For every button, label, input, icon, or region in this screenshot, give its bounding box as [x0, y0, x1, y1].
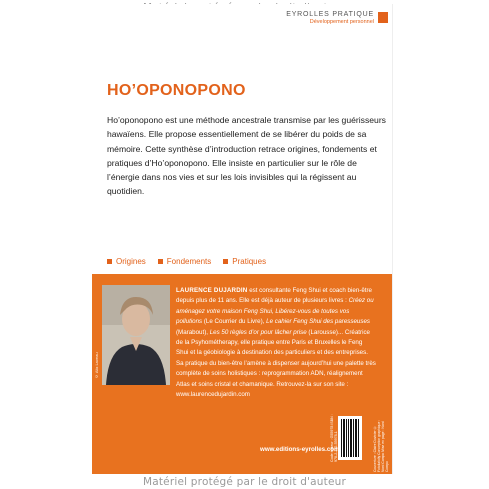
barcode-icon	[338, 416, 362, 460]
bullet-square-icon	[158, 259, 163, 264]
author-book-title: Créez ou aménagez votre maison Feng Shui, Libérez-vous de toutes vos pollutions	[176, 297, 374, 326]
book-back-cover	[92, 4, 393, 474]
topic-label: Pratiques	[232, 257, 267, 266]
copyright-watermark-bottom: Matériel protégé par le droit d'auteur	[142, 476, 347, 488]
author-name: LAURENCE DUJARDIN	[176, 287, 248, 294]
topic-pratiques	[223, 257, 266, 266]
collection-name: Développement personnel	[309, 19, 374, 25]
topic-origines	[107, 257, 146, 266]
author-bio	[176, 286, 376, 400]
cover-credits: Couverture : Claire Duvivier © Fotolia/olly Conception graphique : Nord Compo Mise en page : Nord Compo	[373, 419, 389, 472]
author-portrait-image	[102, 285, 170, 385]
topic-fondements	[158, 257, 211, 266]
topics-list	[107, 257, 266, 266]
isbn-text: Code éditeur : G55978 ISBN : 978-2-212-55978-1	[330, 414, 338, 462]
barcode	[338, 416, 362, 460]
book-summary: Ho’oponopono est une méthode ancestrale transmise par les guérisseurs hawaïens. Elle propose essentiellement de se libérer du poids de sa mémoire. Cette synthèse d’introduction retrace origines, fondements et pratiques d’Ho’oponopono. Elle insiste en particulier sur le rôle de l’énergie dans nos vies et sur les lois invisibles qui la régissent au quotidien.	[107, 115, 386, 197]
author-bio-text: (Larousse)... Créatrice de la Psyhométherapy, elle pratique entre Paris et Bruxelles le Feng Shui et la géobiologie à destination des particuliers et des entreprises. Sa pratique du bien-être l’amène à dispenser aujourd’hui une palette très complète de soins holistiques : reprogrammation ADN, réalignement Atlas et soins cristal et chamanique. Retrouvez-la sur son site : www.laurencedujardin.com	[176, 328, 376, 399]
publisher-website: www.editions-eyrolles.com	[260, 446, 340, 453]
photo-credit: © Alix Laveau	[94, 352, 99, 379]
author-book-title: Les 50 règles d’or pour lâcher prise	[209, 328, 307, 336]
bullet-square-icon	[223, 259, 228, 264]
topic-label: Fondements	[166, 257, 212, 266]
author-bio-text: (Le Courrier du Livre),	[202, 318, 267, 326]
publisher-brand	[286, 11, 374, 26]
author-book-title: Le cahier Feng Shui des paresseuses	[266, 318, 371, 326]
book-title: HO’OPONOPONO	[107, 82, 246, 99]
brand-square-icon	[378, 12, 388, 23]
publisher-name: EYROLLES PRATIQUE	[286, 11, 374, 18]
bullet-square-icon	[107, 259, 112, 264]
author-photo	[102, 285, 170, 385]
author-panel	[92, 274, 392, 474]
author-bio-text: (Marabout),	[176, 328, 210, 336]
topic-label: Origines	[116, 257, 146, 266]
author-bio-text: est consultante Feng Shui et coach bien-être depuis plus de 11 ans. Elle est déjà auteur de plusieurs livres :	[176, 287, 372, 305]
